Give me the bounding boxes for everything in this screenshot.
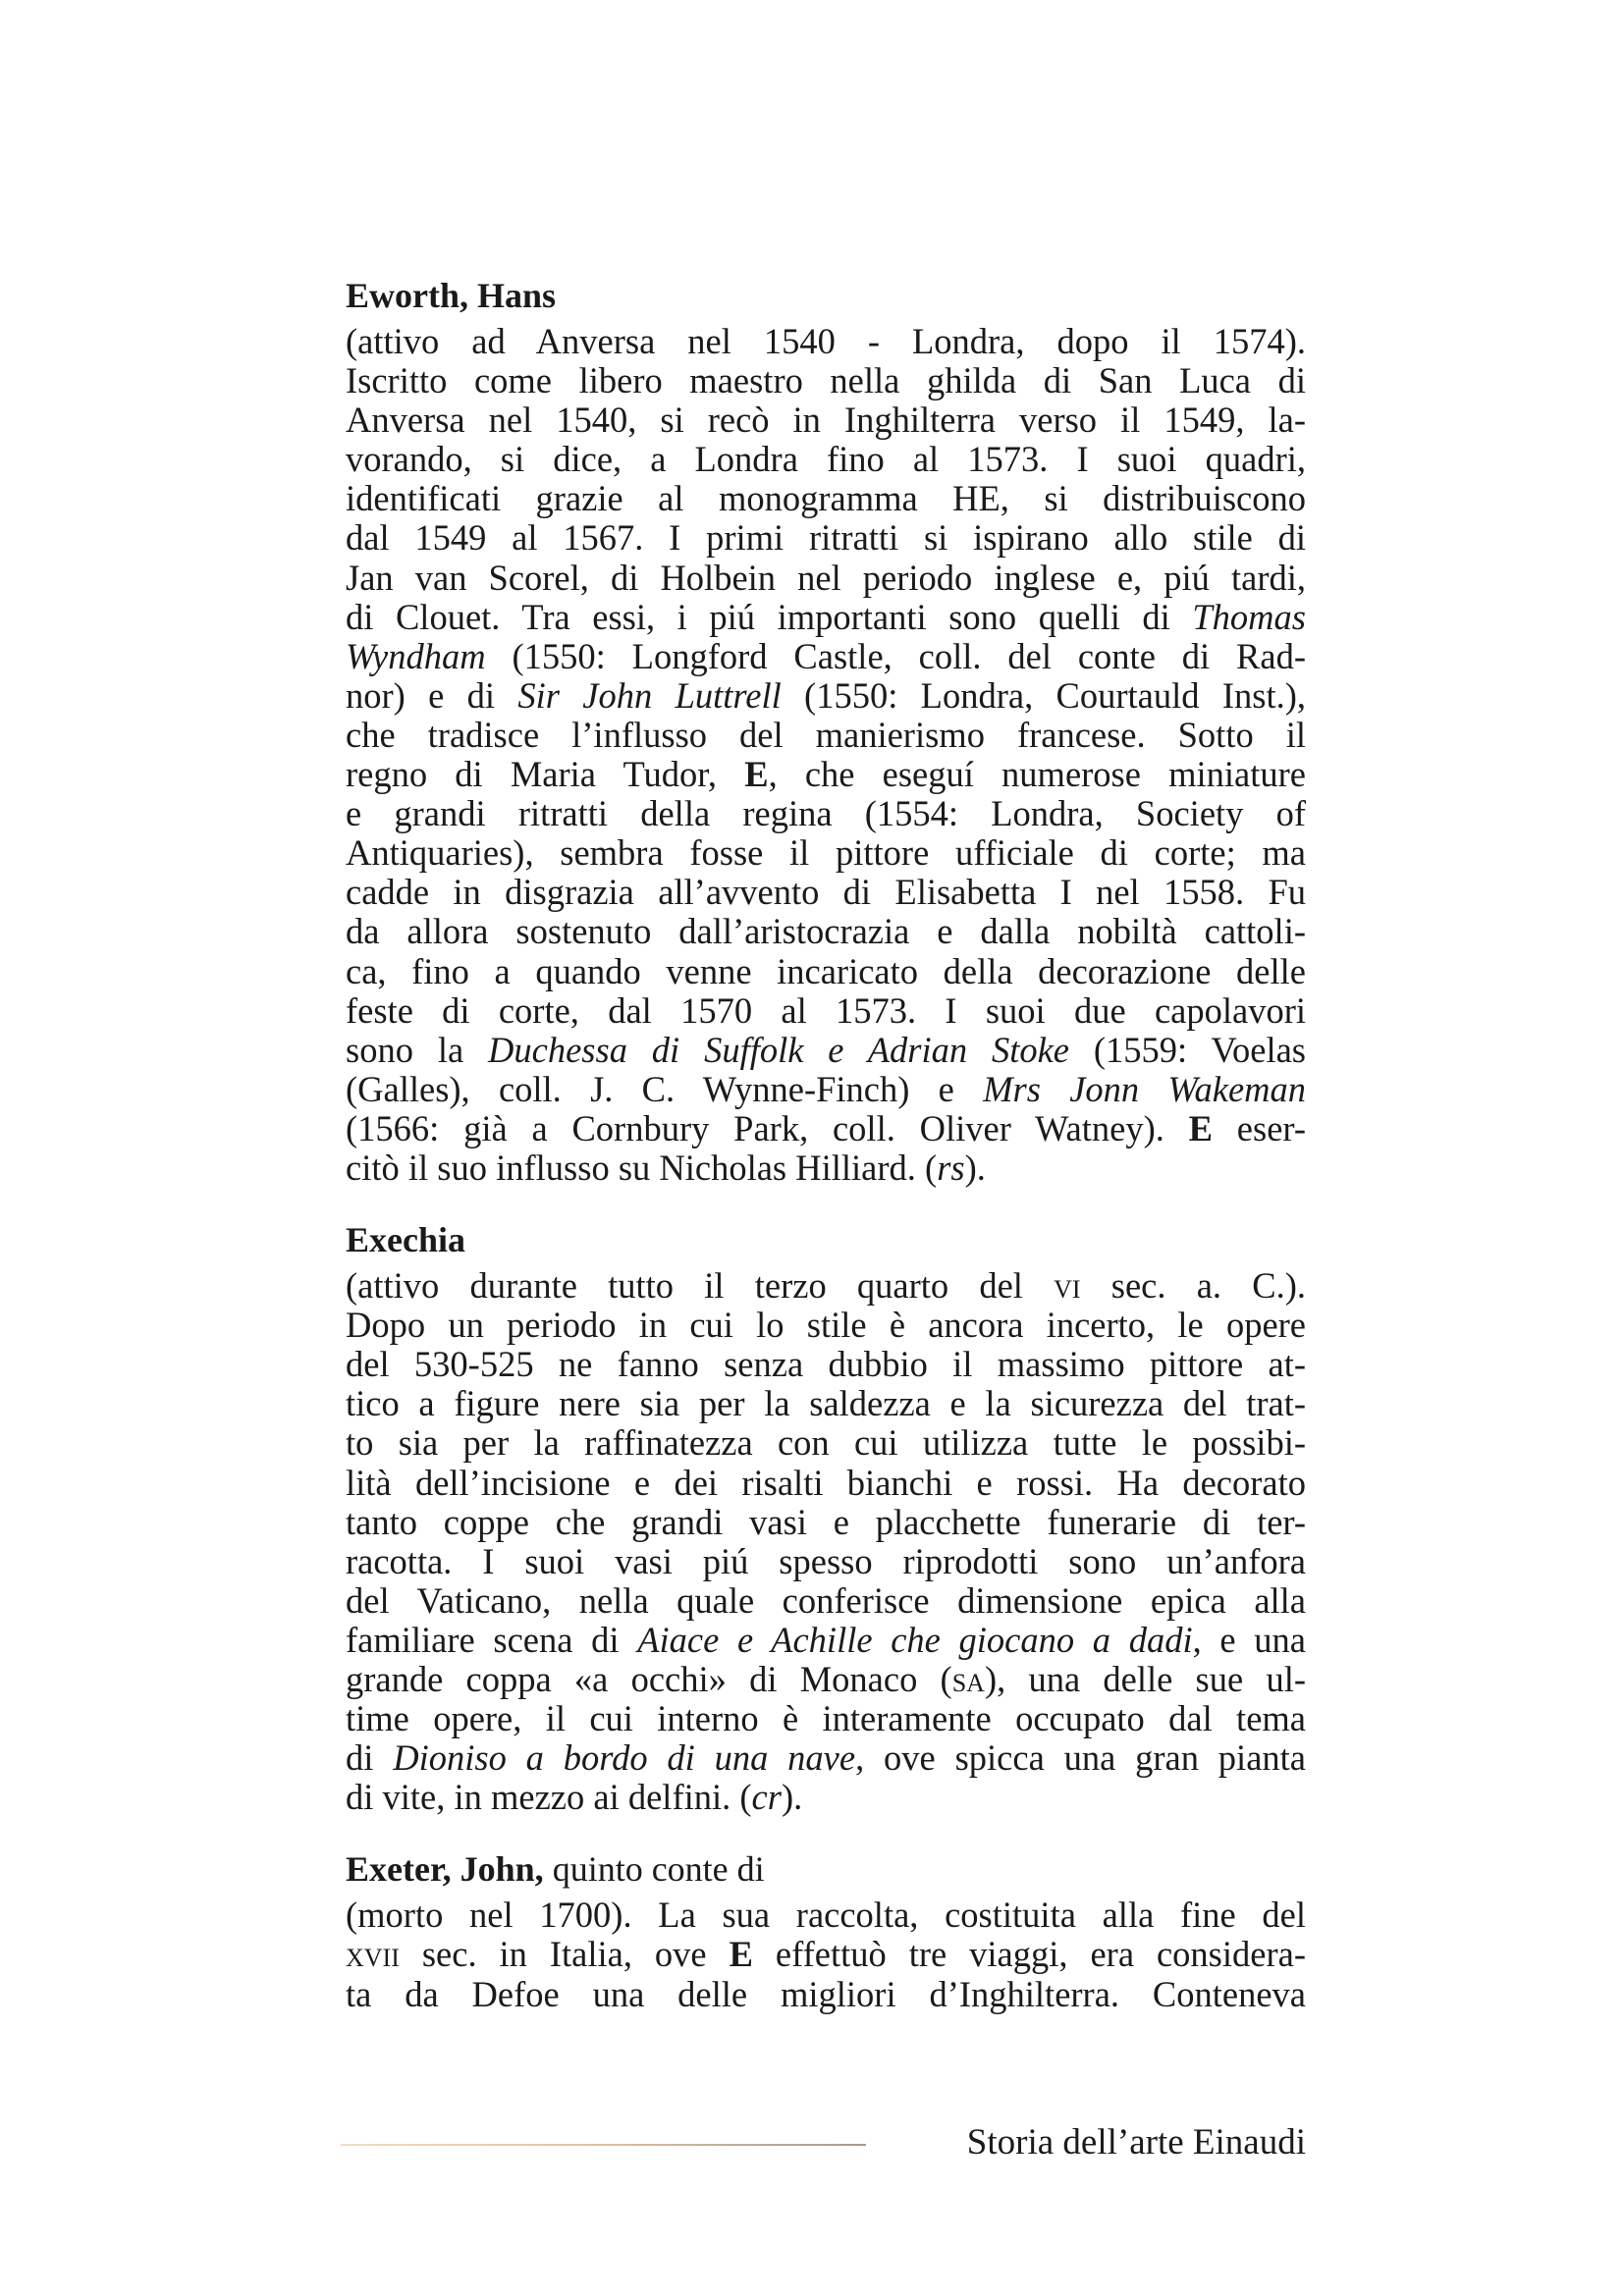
text-line <box>346 952 1306 991</box>
entry-heading-suffix: quinto conte di <box>543 1849 765 1890</box>
text-line <box>346 1266 1306 1306</box>
text-line <box>346 1660 1306 1699</box>
entry-name: Eworth, Hans <box>346 276 557 315</box>
text-run: E <box>729 1934 753 1975</box>
text-run: di <box>346 1737 394 1779</box>
text-run: E <box>1188 1107 1214 1148</box>
entry-text <box>346 322 1306 1188</box>
text-line <box>346 1542 1306 1581</box>
entry-name: Exechia <box>346 1220 465 1260</box>
text-line <box>346 1699 1306 1738</box>
text-line <box>346 1306 1306 1345</box>
text-run: da allora sostenuto dall’aristocrazia e dalla nobiltà cattoli- <box>346 911 1306 952</box>
text-line <box>346 833 1306 873</box>
page-body <box>346 273 1306 2044</box>
text-line <box>346 1070 1306 1109</box>
text-line <box>346 1503 1306 1542</box>
text-line <box>346 1464 1306 1503</box>
text-line <box>346 637 1306 676</box>
text-line <box>346 1345 1306 1384</box>
text-run: Mrs Jonn Wakeman <box>983 1068 1306 1109</box>
text-run: lità dell’incisione e dei risalti bianchi e rossi. Ha decorato <box>346 1462 1306 1503</box>
text-run: (Galles), coll. J. C. Wynne-Finch) e <box>346 1068 984 1109</box>
text-run: racotta. I suoi vasi piú spesso riprodotti sono un’anfora <box>346 1540 1306 1581</box>
text-run: tanto coppe che grandi vasi e placchette funerarie di ter- <box>346 1501 1306 1542</box>
entry-name: Exeter, John, <box>346 1849 544 1890</box>
text-run: regno di Maria Tudor, <box>346 754 745 795</box>
entry-exechia <box>346 1217 1306 1817</box>
text-run: di Clouet. Tra essi, i piú importanti sono quelli di <box>346 596 1193 637</box>
entry-text <box>346 1266 1306 1817</box>
text-line <box>346 873 1306 912</box>
text-line <box>346 1423 1306 1463</box>
text-run: (attivo durante tutto il terzo quarto del <box>346 1265 1055 1307</box>
text-run: ), una delle sue ul- <box>984 1659 1306 1699</box>
text-run: eser- <box>1213 1107 1306 1148</box>
text-run: Thomas <box>1192 596 1306 637</box>
text-run: (1550: Londra, Courtauld Inst.), <box>781 674 1306 716</box>
text-run: xvii <box>346 1934 400 1975</box>
text-run: di vite, in mezzo ai delfini. ( <box>346 1777 752 1818</box>
text-run: time opere, il cui interno è interamente occupato dal tema <box>346 1698 1306 1739</box>
text-line <box>346 400 1306 440</box>
text-run: vi <box>1054 1265 1081 1307</box>
text-run: E <box>744 754 769 795</box>
text-run: familiare scena di <box>346 1619 638 1660</box>
text-run: , e una <box>1192 1619 1306 1660</box>
text-run: (1566: già a Cornbury Park, coll. Oliver Watney). <box>346 1107 1189 1148</box>
text-line <box>346 1148 1306 1188</box>
text-line <box>346 1581 1306 1621</box>
text-run: ta da Defoe una delle migliori d’Inghilterra. Conteneva <box>346 1973 1306 2014</box>
text-run: to sia per la raffinatezza con cui utilizza tutte le possibi- <box>346 1422 1306 1464</box>
entry-heading <box>346 1846 1306 1892</box>
text-run: (morto nel 1700). La sua raccolta, costituita alla fine del <box>346 1895 1306 1936</box>
text-line <box>346 598 1306 637</box>
entry-eworth <box>346 273 1306 1188</box>
text-run: rs <box>937 1147 965 1188</box>
text-line <box>346 1109 1306 1148</box>
text-line <box>346 716 1306 755</box>
text-run: Anversa nel 1540, si recò in Inghilterra verso il 1549, la- <box>346 400 1306 441</box>
text-run: tico a figure nere sia per la saldezza e la sicurezza del trat- <box>346 1383 1306 1424</box>
entry-heading <box>346 1217 1306 1262</box>
text-line <box>346 1384 1306 1423</box>
text-run: cadde in disgrazia all’avvento di Elisabetta I nel 1558. Fu <box>346 872 1306 913</box>
text-run: Duchessa di Suffolk e Adrian Stoke <box>488 1029 1069 1070</box>
text-run: (1559: Voelas <box>1069 1029 1307 1070</box>
text-line <box>346 1738 1306 1778</box>
page-footer <box>341 2120 1306 2169</box>
text-line <box>346 1031 1306 1070</box>
text-line <box>346 912 1306 951</box>
text-line <box>346 794 1306 833</box>
text-line <box>346 1935 1306 1974</box>
text-run: Wyndham <box>346 635 486 676</box>
text-line <box>346 1778 1306 1817</box>
text-run: , ove spicca una gran pianta <box>855 1737 1306 1779</box>
text-run: del 530-525 ne fanno senza dubbio il massimo pittore at- <box>346 1344 1306 1385</box>
footer-title: Storia dell’arte Einaudi <box>966 2122 1306 2163</box>
text-line <box>346 1896 1306 1935</box>
text-line <box>346 518 1306 558</box>
text-run: , che eseguí numerose miniature <box>768 754 1306 795</box>
text-line <box>346 755 1306 794</box>
text-line <box>346 322 1306 361</box>
text-run: Iscritto come libero maestro nella ghilda di San Luca di <box>346 360 1306 401</box>
text-run: effettuò tre viaggi, era considera- <box>752 1934 1306 1975</box>
text-run: vorando, si dice, a Londra fino al 1573. I suoi quadri, <box>346 439 1306 480</box>
text-line <box>346 559 1306 598</box>
text-run: del Vaticano, nella quale conferisce dimensione epica alla <box>346 1579 1306 1621</box>
text-line <box>346 479 1306 518</box>
text-run: (attivo ad Anversa nel 1540 - Londra, dopo il 1574). <box>346 321 1306 361</box>
text-run: Aiace e Achille che giocano a dadi <box>637 1619 1193 1660</box>
text-run: Dioniso a bordo di una nave <box>393 1737 856 1779</box>
entry-text <box>346 1896 1306 2013</box>
text-run: Dopo un periodo in cui lo stile è ancora incerto, le opere <box>346 1305 1306 1346</box>
text-run: ). <box>781 1777 803 1818</box>
text-line <box>346 991 1306 1031</box>
text-line <box>346 676 1306 716</box>
text-run: Antiquaries), sembra fosse il pittore ufficiale di corte; ma <box>346 832 1306 874</box>
text-run: Jan van Scorel, di Holbein nel periodo inglese e, piú tardi, <box>346 557 1306 598</box>
entry-heading <box>346 273 1306 318</box>
text-run: ca, fino a quando venne incaricato della decorazione delle <box>346 950 1306 991</box>
text-line <box>346 440 1306 479</box>
text-run: citò il suo influsso su Nicholas Hilliard. ( <box>346 1147 938 1188</box>
text-run: sa <box>951 1659 985 1699</box>
text-run: nor) e di <box>346 674 518 716</box>
text-run: sec. in Italia, ove <box>399 1934 730 1975</box>
text-run: sono la <box>346 1029 489 1070</box>
text-run: cr <box>751 1777 782 1818</box>
entry-exeter <box>346 1846 1306 2013</box>
text-run: e grandi ritratti della regina (1554: Londra, Society of <box>346 793 1306 834</box>
text-run: feste di corte, dal 1570 al 1573. I suoi due capolavori <box>346 989 1306 1031</box>
text-run: (1550: Longford Castle, coll. del conte di Rad- <box>485 635 1306 676</box>
footer-rule <box>341 2144 866 2146</box>
text-run: dal 1549 al 1567. I primi ritratti si ispirano allo stile di <box>346 517 1306 559</box>
text-run: grande coppa «a occhi» di Monaco ( <box>346 1659 952 1699</box>
text-run: ). <box>964 1147 986 1188</box>
text-run: Sir John Luttrell <box>517 674 782 716</box>
text-line <box>346 361 1306 400</box>
text-line <box>346 1975 1306 2014</box>
text-run: identificati grazie al monogramma HE, si distribuiscono <box>346 478 1306 519</box>
text-run: che tradisce l’influsso del manierismo francese. Sotto il <box>346 714 1306 755</box>
text-run: sec. a. C.). <box>1080 1265 1306 1307</box>
text-line <box>346 1621 1306 1660</box>
